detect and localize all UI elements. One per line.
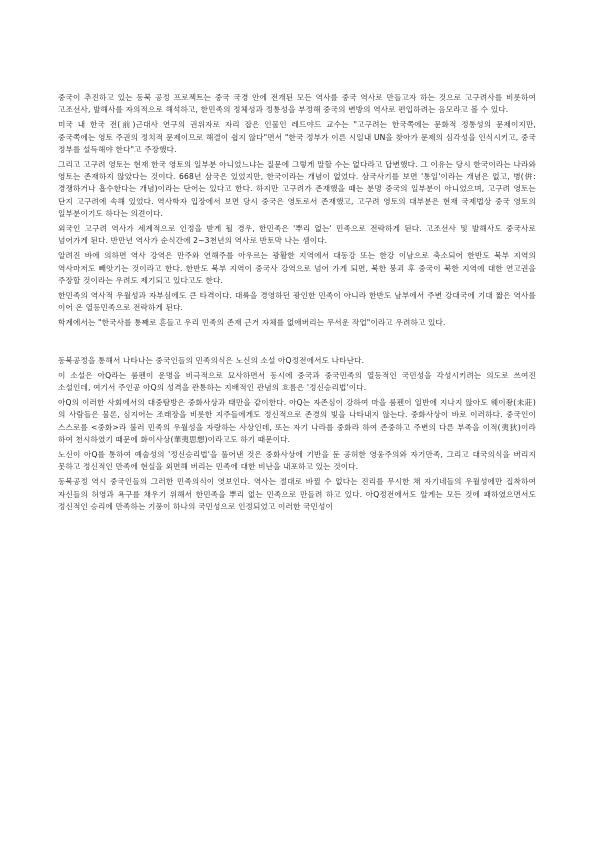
section-ah-q xyxy=(58,355,536,513)
paragraph: 미국 내 한국 전(前)근대사 연구의 권위자로 자리 잡은 인물인 레드야드 교수는 "고구려는 한국쪽에는 문화적 정통성의 문제이지만, 중국쪽에는 영토 주권의 정치적 문제이므로 해결이 쉽지 않다"면서 "한국 정부가 이른 시일내 UN을 찾아가 문제의 심각성을 인식시키고, 중국 정부를 설득해야 한다"고 주장했다. xyxy=(58,120,536,154)
paragraph: 알려진 바에 의하면 역사 강역은 만주와 연해주를 아우르는 광활한 지역에서 대동강 또는 한강 이남으로 축소되어 한반도 북부 지역의 역사마저도 빼앗기는 것이라고 한다. 한반도 북부 지역이 중국사 강역으로 넘어 가게 되면, 북한 붕괴 후 중국이 북한 지역에 대한 연고권을 주장할 것이라는 우려도 제기되고 있다고도 한다. xyxy=(58,251,536,285)
paragraph: 동북공정 역시 중국인들의 그러한 민족의식이 엿보인다. 역사는 절대로 바뀔 수 없다는 진리를 무시한 채 자기네들의 우월성에만 집착하여 자신들의 허영과 욕구를 채우기 위해서 한민족을 뿌리 없는 민족으로 만들려 하고 있다. 아Q정전에서도 알게는 모든 것에 패하였으면서도 정신적인 승리에 만족하는 기풍이 하나의 국민성으로 인정되었고 이러한 국민성이 xyxy=(58,477,536,511)
paragraph: 그리고 고구려 영토는 현재 한국 영토의 일부분 아니었느냐는 질문에 그렇게 말할 수는 없다라고 답변했다. 그 이유는 당시 한국이라는 나라와 영토는 존재하지 않았다는 것이다. 668년 삼국은 있었지만, 한국이라는 개념이 없었다. 삼국사기를 보면 '통일'이라는 개념은 없고, 병(倂: 경쟁하거나 흡수한다는 개념)이라는 단어는 있다고 한다. 하지만 고구려가 존재했을 때는 분명 중국의 일부분이 아니었으며, 고구려 영토는 단지 고구려에 속해 있었다. 역사학자 입장에서 보면 당시 중국은 영토로서 존재했고, 고구려 영토의 대부분은 현재 국제법상 중국 영토의 일부분이기도 하다는 의견이다. xyxy=(58,160,536,218)
section-dongbuk-project xyxy=(58,92,536,330)
paragraph: 노신이 아Q를 통하여 예술성의 '정신승리법'을 풀어낸 것은 중화사상에 기반을 둔 공허한 영웅주의와 자기만족, 그리고 대국의식을 버리지 못하고 정신적인 만족에 현실을 외면해 버리는 민족에 대한 비난을 내포하고 있는 것이다. xyxy=(58,450,536,472)
paragraph: 한민족의 역사적 우월성과 자부심에도 큰 타격이다. 대륙을 경영하던 광인한 민족이 아니라 한반도 남부에서 주변 강대국에 기대 짧은 역사를 이어 온 열등민족으로 전락하게 된다. xyxy=(58,291,536,313)
paragraph: 동북공정을 통해서 나타나는 중국인들의 민족의식은 노신의 소설 아Q정전에서도 나타난다. xyxy=(58,355,365,365)
paragraph: 아Q의 이러한 사회에서의 대중탐방은 중화사상과 태만을 같이한다. 아Q는 자존심이 강하여 마을 룸펜이 일반에 지나지 않아도 웨이좡(未莊)의 사람들은 물론, 심지어는 조래장을 비롯한 지주들에게도 정신적으로 존경의 빛을 나타내지 않는다. 중화사상이 바로 이러하다. 중국인이 스스로를 <중화>라 불러 민족의 우월성을 자랑하는 사상인데, 또는 자기 나라를 중화라 하여 존중하고 주변의 다른 부족을 이적(夷狄)이라 하여 천시하였기 때문에 화이사상(華夷思想)이라고도 하기 때문이다. xyxy=(58,398,536,444)
paragraph: 중국이 추진하고 있는 동북 공정 프로젝트는 중국 국경 안에 전개된 모든 역사를 중국 역사로 만들고자 하는 것으로 고구려사를 비롯하여 고조선사, 발해사를 자의적으로 해석하고, 한민족의 정체성과 정통성을 부정해 중국의 변방의 역사로 편입하려는 음모라고 볼 수 있다. xyxy=(58,93,536,115)
section-gap xyxy=(58,333,536,355)
paragraph: 이 소설은 아Q라는 룸펜이 운명을 비극적으로 묘사하면서 동시에 중국과 중국민족의 열등적인 국민성을 각성시키려는 의도로 쓰여진 소설인데, 여기서 주인공 아Q의 성격을 관통하는 지배적인 관념의 흐름은 '정신승리법'이다. xyxy=(58,370,536,393)
paragraph: 학계에서는 "한국사를 통째로 흔들고 우리 민족의 존재 근거 자체를 없애버리는 무서운 작업"이라고 우려하고 있다. xyxy=(58,318,446,328)
paragraph: 외국인 고구려 역사가 세계적으로 인정을 받게 될 경우, 한민족은 '뿌리 없는' 민족으로 전락하게 된다. 고조선사 및 발해사도 중국사로 넘어가게 된다. 반만년 역사가 순식간에 2~3천년의 역사로 반토막 나는 셈이다. xyxy=(58,224,536,246)
document-body xyxy=(58,92,536,516)
